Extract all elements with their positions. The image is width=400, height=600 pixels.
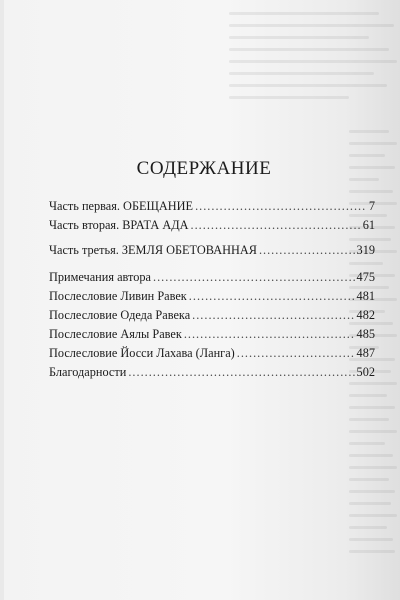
toc-entry-title: Часть вторая. ВРАТА АДА <box>49 218 189 232</box>
toc-entry-title: Послесловие Одеда Равека <box>49 308 191 322</box>
book-page <box>4 0 400 600</box>
toc-entry-page: 482 <box>356 308 375 322</box>
toc-entry-page: 502 <box>356 365 375 379</box>
dot-leader <box>237 344 355 362</box>
dot-leader <box>191 216 361 234</box>
toc-entry-title: Часть третья. ЗЕМЛЯ ОБЕТОВАННАЯ <box>49 243 257 257</box>
toc-entry-afterword-oded[interactable] <box>49 306 375 325</box>
toc-entry-page: 319 <box>356 243 375 257</box>
dot-leader <box>184 325 355 343</box>
toc-entry-page: 487 <box>356 346 375 360</box>
toc-entry-page: 7 <box>368 199 375 213</box>
toc-heading: СОДЕРЖАНИЕ <box>136 157 272 179</box>
toc-entry-afterword-yossi[interactable] <box>49 344 375 363</box>
dot-leader <box>195 197 367 215</box>
toc-entry-title: Послесловие Йосси Лахава (Ланга) <box>49 346 235 360</box>
table-of-contents <box>49 197 375 382</box>
toc-entry-title: Послесловие Аялы Равек <box>49 327 182 341</box>
toc-entry-page: 481 <box>356 289 375 303</box>
toc-entry-part-2[interactable] <box>49 216 375 235</box>
toc-entry-title: Примечания автора <box>49 270 152 284</box>
toc-entry-title: Часть первая. ОБЕЩАНИЕ <box>49 199 194 213</box>
toc-entry-acknowledgements[interactable] <box>49 363 375 382</box>
toc-entry-page: 485 <box>356 327 375 341</box>
dot-leader <box>128 363 354 381</box>
dot-leader <box>259 241 355 259</box>
reverse-page-bleed-top <box>229 12 400 130</box>
dot-leader <box>153 268 355 286</box>
toc-entry-page: 475 <box>356 270 375 284</box>
toc-entry-part-1[interactable] <box>49 197 375 216</box>
dot-leader <box>189 287 355 305</box>
toc-entry-author-notes[interactable] <box>49 268 375 287</box>
dot-leader <box>192 306 354 324</box>
toc-entry-afterword-ayala[interactable] <box>49 325 375 344</box>
toc-entry-title: Благодарности <box>49 365 127 379</box>
toc-entry-title: Послесловие Ливин Равек <box>49 289 187 303</box>
toc-entry-page: 61 <box>362 218 375 232</box>
toc-entry-afterword-livin[interactable] <box>49 287 375 306</box>
toc-entry-part-3[interactable] <box>49 241 375 260</box>
